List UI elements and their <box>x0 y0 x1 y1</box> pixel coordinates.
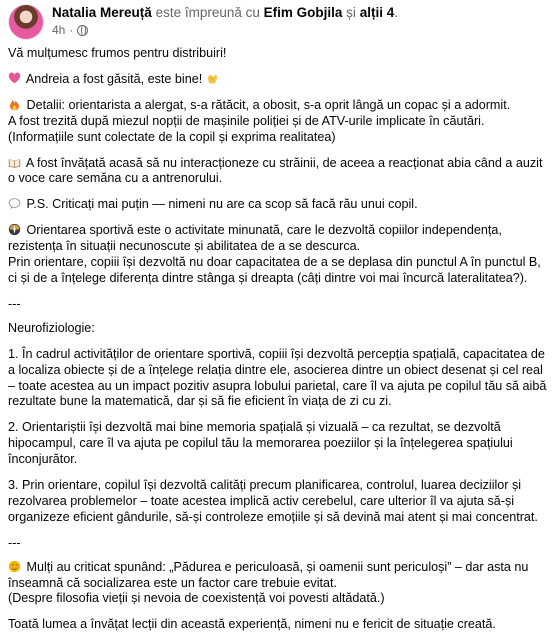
closing-paragraph: Toată lumea a învățat lecții din această experiență, nimeni nu e fericit de situație creată. <box>8 617 496 632</box>
details-line-3: (Informațiile sunt colectate de la copil și exprima realitatea) <box>8 129 336 144</box>
tagged-others[interactable]: alții 4 <box>359 5 395 20</box>
found-paragraph <box>8 72 550 88</box>
taught-text: A fost învățată acasă să nu interacționeze cu străinii, de aceea a reacționat abia când a auzit o voce care semăna cu a antrenorului. <box>8 155 543 186</box>
neuro-title: Neurofiziologie: <box>8 320 95 335</box>
details-text-1: Detalii: orientarista a alergat, s-a rătăcit, a obosit, s-a oprit lângă un copac și a adormit. <box>26 97 511 112</box>
found-text: Andreia a fost găsită, este bine! <box>25 71 203 86</box>
taught-paragraph <box>8 156 550 188</box>
ps-text: P.S. Criticați mai puțin — nimeni nu are ca scop să facă rău unui copil. <box>26 197 418 212</box>
compass-icon <box>8 223 21 236</box>
open-book-icon <box>8 156 21 169</box>
post-header <box>8 4 550 42</box>
neuro-point-1: 1. În cadrul activităților de orientare sportivă, copiii își dezvoltă percepția spațială, capacitatea de a localiza obiecte și de a înțelege relația dintre ele, asocierea dintre un obiect desenat și cel real – toate acestea au un impact pozitiv asupra lobului parietal, care îl va ajuta pe copilul tău să aibă rezultate bune la matematică, dar și să fie eficient în viața de zi cu zi. <box>8 346 547 409</box>
pink-heart-icon <box>8 72 21 85</box>
post-header-text <box>52 4 398 38</box>
orienteering-text-1: Orientarea sportivă este o activitate minunată, care le dezvoltă copiilor independența, rezistența în situații necunoscute și abilitatea de a se descurca. <box>8 223 502 254</box>
thanks-paragraph: Vă mulțumesc frumos pentru distribuiri! <box>8 46 227 60</box>
author-avatar[interactable] <box>8 4 44 40</box>
separator-1: --- <box>8 296 21 311</box>
orienteering-paragraph <box>8 223 550 287</box>
tagged-friend[interactable]: Efim Gobjila <box>263 5 343 20</box>
speech-balloon-icon <box>8 197 21 210</box>
details-line-1 <box>8 98 550 114</box>
ps-paragraph <box>8 197 550 213</box>
details-paragraph <box>8 98 550 146</box>
neuro-point-2: 2. Orientariștii își dezvoltă mai bine memoria spațială și vizuală – ca rezultat, se dezvoltă hipocampul, care îl va ajuta pe copilul tău la memorarea poeziilor și la înțelegerea spațiului înconjurător. <box>8 420 513 467</box>
details-line-2: A fost trezită după miezul nopții de mașinile poliției și de ATV-urile implicate în căutări. <box>8 113 485 128</box>
critic-text-1: Mulți au criticat spunând: „Pădurea e periculoasă, și oamenii sunt periculoși” – dar asta nu înseamnă că socializarea este un factor care trebuie evitat. <box>8 559 529 590</box>
with-text: este împreună cu <box>155 5 260 20</box>
and-text: și <box>346 5 356 20</box>
author-name[interactable]: Natalia Mereuță <box>52 5 152 20</box>
critic-paragraph <box>8 560 550 608</box>
orienteering-line-1 <box>8 223 550 255</box>
smiling-face-icon <box>8 560 21 573</box>
clapping-hands-icon <box>206 72 219 85</box>
neuro-point-3: 3. Prin orientare, copilul își dezvoltă calități precum planificarea, controlul, luarea deciziilor și rezolvarea problemelor – toate acestea implică activ cerebelul, care ulterior îl va ajuta să-și organizeze eficient gândurile, să-și controleze emoțiile și să devină mai atent și mai concentrat. <box>8 478 538 524</box>
meta-dot: · <box>69 23 74 37</box>
post-meta <box>52 22 398 38</box>
header-period: . <box>394 5 398 20</box>
critic-line-2: (Despre filosofia vieții și nevoia de coexistență voi povesti altădată.) <box>8 591 385 606</box>
critic-line-1 <box>8 560 550 592</box>
fire-icon <box>8 98 21 111</box>
post-body <box>8 46 550 633</box>
separator-2: --- <box>8 535 21 550</box>
globe-icon <box>77 25 88 36</box>
orienteering-line-2: Prin orientare, copiii își dezvoltă nu doar capacitatea de a se deplasa din punctul A în punctul B, ci și de a înțelege diferența dintre stânga și dreapta (câți dintre voi mai încurcă lateralitatea?). <box>8 255 541 285</box>
post-header-line <box>52 4 398 22</box>
post-time[interactable]: 4h <box>52 23 66 37</box>
